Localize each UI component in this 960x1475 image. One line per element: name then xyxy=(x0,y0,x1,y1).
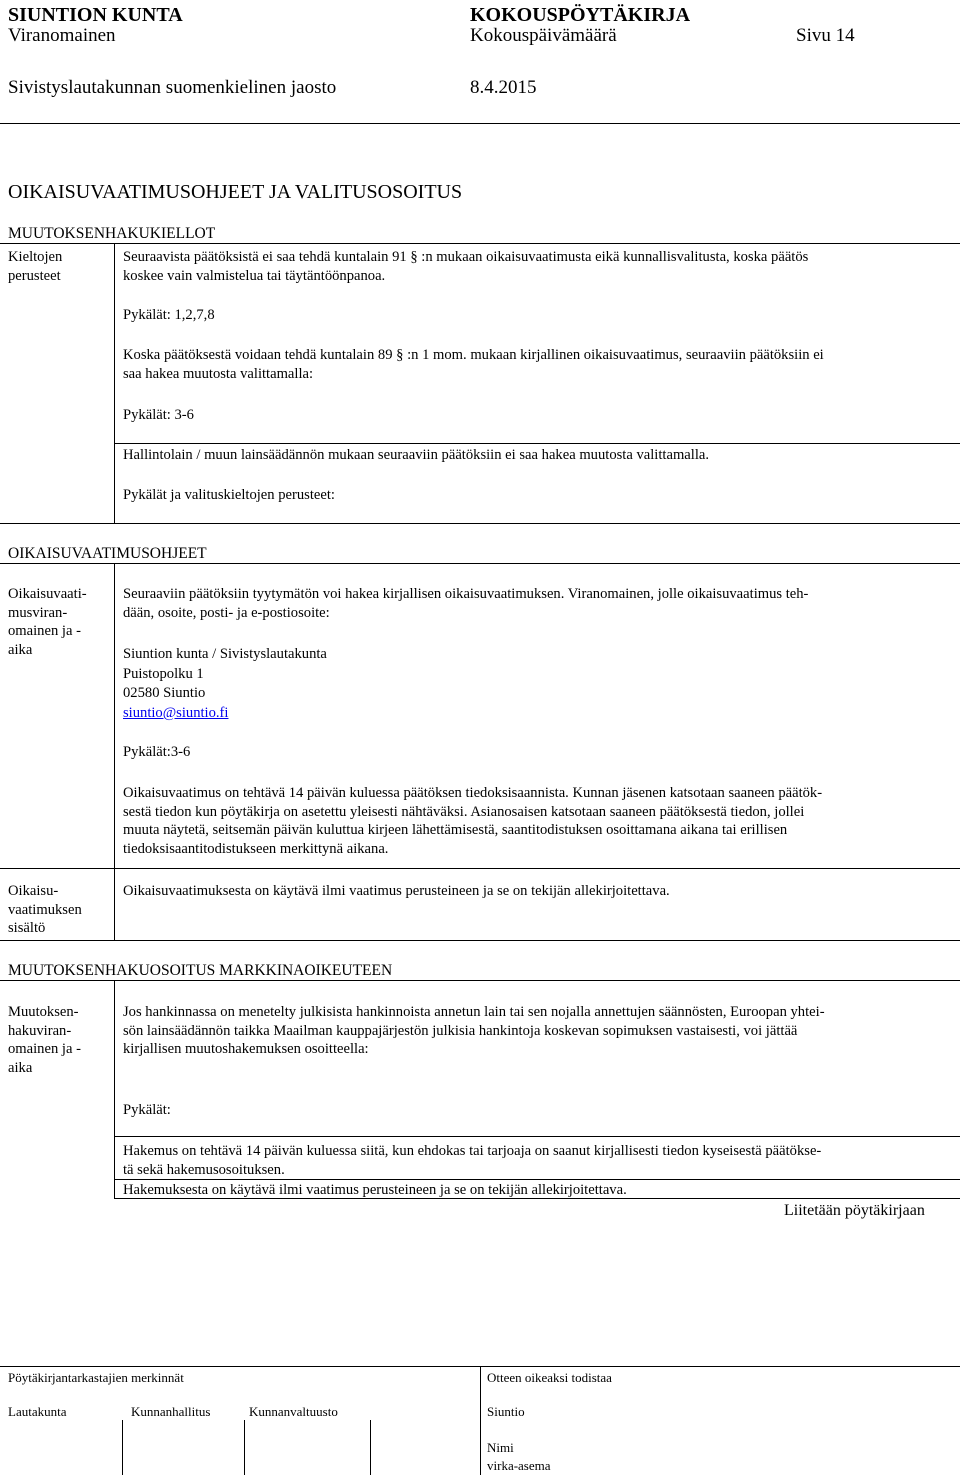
email-link[interactable]: siuntio@siuntio.fi xyxy=(123,705,229,721)
appeal-sections-list: Pykälät:3-6 xyxy=(123,744,191,760)
doc-type: KOKOUSPÖYTÄKIRJA xyxy=(470,4,691,26)
section3-row-divider xyxy=(114,1136,960,1137)
market-court-sections: Pykälät: xyxy=(123,1102,171,1118)
org-name: SIUNTION KUNTA xyxy=(8,4,183,26)
section1-top-border xyxy=(0,243,960,244)
sections-list-2: Pykälät: 3-6 xyxy=(123,407,194,423)
meeting-date-label: Kokouspäivämäärä xyxy=(470,25,617,46)
footer-col-divider-2 xyxy=(244,1420,245,1475)
footer-col-divider-3 xyxy=(370,1420,371,1475)
restriction-paragraph-1: Seuraavista päätöksistä ei saa tehdä kuntalain 91 § :n mukaan oikaisuvaatimusta eikä kunnallisvalitusta, koska päätös koskee vain valmistelua tai täytäntöönpanoa. xyxy=(123,249,809,284)
side-label-oikaisuvaatimuksen-sisalto: Oikaisu- vaatimuksen sisältö xyxy=(8,883,82,937)
inspectors-label: Pöytäkirjantarkastajien merkinnät xyxy=(8,1370,184,1385)
footer-name-label: Nimi xyxy=(487,1440,514,1455)
side-label-muutoksenhakuviranomainen: Muutoksen- hakuviran- omainen ja - aika xyxy=(8,1004,81,1076)
footer-col-kunnanhallitus: Kunnanhallitus xyxy=(131,1404,211,1419)
section2-column-divider xyxy=(114,563,115,940)
section-heading-markkinaoikeus: MUUTOKSENHAKUOSOITUS MARKKINAOIKEUTEEN xyxy=(8,962,393,979)
section3-row-divider-2 xyxy=(114,1179,960,1180)
section1-bottom-border xyxy=(0,523,960,524)
footer-center-divider xyxy=(480,1366,481,1475)
certified-label: Otteen oikeaksi todistaa xyxy=(487,1370,612,1385)
side-label-oikaisuvaatimusviranomainen: Oikaisuvaati- musviran- omainen ja - aika xyxy=(8,586,87,658)
authority-label: Viranomainen xyxy=(8,25,116,46)
footer-col-kunnanvaltuusto: Kunnanvaltuusto xyxy=(249,1404,338,1419)
market-court-content: Hakemuksesta on käytävä ilmi vaatimus perusteineen ja se on tekijän allekirjoitettava. xyxy=(123,1182,627,1198)
market-court-paragraph: Jos hankinnassa on menetelty julkisista hankinnoista annetun lain tai sen nojalla annettujen säännösten, Euroopan yhtei- sön lainsäädännön taikka Maailman kauppajärjestön julkisia hankintoja koskevan sopimuksen vastaisesti, voi jättää kirjallisen muutoshakemuksen osoitteella: xyxy=(123,1004,825,1058)
side-label-kieltojen-perusteet: Kieltojen perusteet xyxy=(8,249,63,284)
section2-row-divider xyxy=(0,868,960,869)
section1-column-divider xyxy=(114,243,115,523)
appeal-deadline-paragraph: Oikaisuvaatimus on tehtävä 14 päivän kuluessa päätöksen tiedoksisaannista. Kunnan jäsenen katsotaan saaneen päätök- sestä tiedon kun pöytäkirja on asetettu yleisesti nähtäväksi. Asianosaisen katsotaan saaneen päätöksestä tiedon, jollei muuta näytetä, seitsemän päivän kuluttua kirjeen lähettämisestä, saantitodistuksen osoittamana aikana tai erillisen tiedoksisaantitodistukseen merkittynä aikana. xyxy=(123,785,823,857)
sections-list-3: Pykälät ja valituskieltojen perusteet: xyxy=(123,487,335,503)
restriction-paragraph-3: Hallintolain / muun lainsäädännön mukaan seuraaviin päätöksiin ei saa hakea muutosta valittamalla. xyxy=(123,447,710,463)
restriction-paragraph-2: Koska päätöksestä voidaan tehdä kuntalain 89 § :n 1 mom. mukaan kirjallinen oikaisuvaatimus, seuraaviin päätöksiin ei saa hakea muutosta valittamalla: xyxy=(123,347,824,382)
header-divider xyxy=(0,123,960,124)
appeal-content-text: Oikaisuvaatimuksesta on käytävä ilmi vaatimus perusteineen ja se on tekijän allekirjoitettava. xyxy=(123,883,670,899)
row-divider-1 xyxy=(114,443,960,444)
market-court-deadline: Hakemus on tehtävä 14 päivän kuluessa siitä, kun ehdokas tai tarjoaja on saanut kirjallisesti tiedon kyseisestä päätökse- tä sekä hakemusosoituksen. xyxy=(123,1143,822,1178)
section-heading-muutoksenhakukiellot: MUUTOKSENHAKUKIELLOT xyxy=(8,225,216,242)
footer-municipality: Siuntio xyxy=(487,1404,525,1419)
authority-name: Sivistyslautakunnan suomenkielinen jaosto xyxy=(8,77,337,98)
document-title: OIKAISUVAATIMUSOHJEET JA VALITUSOSOITUS xyxy=(8,181,463,203)
sections-list-1: Pykälät: 1,2,7,8 xyxy=(123,307,215,323)
section2-bottom-border xyxy=(0,940,960,941)
attachment-note: Liitetään pöytäkirjaan xyxy=(784,1202,925,1219)
footer-title-label: virka-asema xyxy=(487,1458,551,1473)
footer-col-lautakunta: Lautakunta xyxy=(8,1404,67,1419)
page-number: Sivu 14 xyxy=(796,25,855,46)
meeting-date: 8.4.2015 xyxy=(470,77,537,98)
appeal-address: Siuntion kunta / Sivistyslautakunta Puistopolku 1 02580 Siuntio xyxy=(123,646,327,701)
appeal-instructions-paragraph: Seuraaviin päätöksiin tyytymätön voi hakea kirjallisen oikaisuvaatimuksen. Viranomainen, jolle oikaisuvaatimus teh- dään, osoite, posti- ja e-postiosoite: xyxy=(123,586,809,621)
section3-column-divider xyxy=(114,980,115,1198)
section2-top-border xyxy=(0,563,960,564)
section-heading-oikaisuvaatimusohjeet: OIKAISUVAATIMUSOHJEET xyxy=(8,545,207,562)
section3-top-border xyxy=(0,980,960,981)
footer-col-divider-1 xyxy=(122,1420,123,1475)
